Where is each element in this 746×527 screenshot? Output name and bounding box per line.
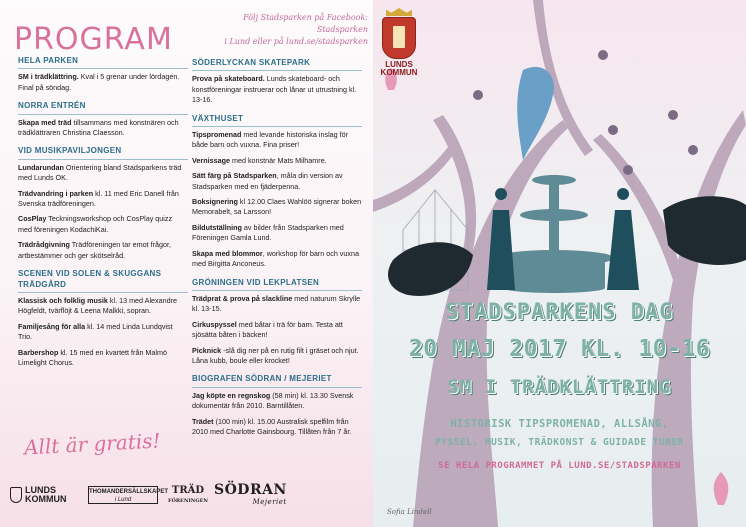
program-entry xyxy=(192,197,362,218)
cover-page xyxy=(373,0,746,527)
crown-icon xyxy=(386,8,412,16)
entry-text: -slå dig ner på en rutig filt i gräset och njut. Låna kubb, boule eller krocket! xyxy=(192,345,359,365)
program-entry xyxy=(18,214,188,235)
entry-text: kl. 11 med Eric Danell från Svenska trädföreningen. xyxy=(18,188,179,209)
program-entry xyxy=(18,240,188,261)
entry-title: SM i trädklättring. xyxy=(18,72,79,82)
program-entry xyxy=(192,346,362,367)
crest-icon xyxy=(382,17,416,59)
program-entry xyxy=(18,296,188,317)
entry-text: (100 min) kl. 15.00 Australisk spelfilm från 2010 med Charlotte Gainsbourg. Tillåten från 7 år. xyxy=(192,416,352,436)
entry-title: Trädet xyxy=(192,416,214,426)
program-entry xyxy=(18,322,188,343)
entry-title: Boksignering xyxy=(192,197,238,207)
entry-title: Barbershop xyxy=(18,347,59,357)
program-entry xyxy=(18,348,188,369)
program-entry xyxy=(18,189,188,210)
program-section xyxy=(18,146,188,261)
section-heading: NORRA ENTRÉN xyxy=(18,101,188,114)
program-entry xyxy=(18,163,188,184)
tradforeningen-logo: TRÄD FÖRENINGEN xyxy=(168,485,209,504)
program-entry xyxy=(192,391,362,412)
event-activities-1: HISTORISK TIPSPROMENAD, ALLSÅNG, xyxy=(450,418,669,430)
entry-title: Trädprat & prova på slackline xyxy=(192,293,293,303)
program-column-2 xyxy=(192,58,362,445)
section-heading: BIOGRAFEN SÖDRAN / MEJERIET xyxy=(192,374,362,387)
program-entry xyxy=(192,249,362,270)
section-heading: HELA PARKEN xyxy=(18,56,188,69)
entry-title: Bildutställning xyxy=(192,222,242,232)
program-section xyxy=(192,278,362,367)
event-title: STADSPARKENS DAG xyxy=(445,300,674,325)
program-entry xyxy=(192,171,362,192)
entry-title: Skapa med blommor xyxy=(192,248,263,258)
program-section xyxy=(192,374,362,437)
program-entry xyxy=(192,320,362,341)
section-heading: VÄXTHUSET xyxy=(192,114,362,127)
entry-text: Kval i 5 grenar under lördagen. Final på söndag. xyxy=(18,72,180,92)
program-entry xyxy=(192,223,362,244)
event-activities-2: PYSSEL, MUSIK, TRÄDKONST & GUIDADE TURER xyxy=(435,437,684,448)
entry-title: Skapa med träd xyxy=(18,117,72,127)
entry-text: tillsammans med konstnären och trädklättraren Christina Claesson. xyxy=(18,117,179,138)
entry-title: Trädrådgivning xyxy=(18,240,70,250)
facebook-note: Följ Stadsparken på Facebook: Stadsparken i Lund eller på lund.se/stadsparken xyxy=(224,13,368,46)
thomandersallskapet-logo: THOMANDERSÄLLSKAPET i Lund xyxy=(88,486,158,504)
entry-text: med naturum Skrylle kl. 13-15. xyxy=(192,293,361,314)
program-section xyxy=(192,58,362,106)
entry-title: Familjesång för alla xyxy=(18,321,86,331)
lund-shield-icon xyxy=(10,487,22,503)
entry-title: Prova på skateboard. xyxy=(192,74,265,84)
program-entry xyxy=(192,294,362,315)
entry-text: , workshop för barn och vuxna med Birgitta Anconeus. xyxy=(192,248,359,269)
entry-title: Cirkuspyssel xyxy=(192,319,237,329)
lunds-kommun-logo: LUNDS KOMMUN xyxy=(10,486,65,504)
event-date: 20 MAJ 2017 KL. 10-16 xyxy=(408,336,711,362)
entry-title: Jag köpte en regnskog xyxy=(192,390,271,400)
entry-title: Sätt färg på Stadsparken xyxy=(192,171,277,181)
entry-text: Lunds skateboard- och konstföreningar instruerar och lånar ut utrustning kl. 13-16. xyxy=(192,74,357,105)
entry-title: Lundarundan xyxy=(18,162,64,172)
section-heading: GRÖNINGEN VID LEKPLATSEN xyxy=(192,278,362,291)
entry-text: med levande historiska inslag för både barn och vuxna. Fina priser! xyxy=(192,130,349,150)
entry-title: Tipspromenad xyxy=(192,130,242,140)
page-title: PROGRAM xyxy=(14,22,173,57)
entry-text: kl. 13 med Alexandre Högfeldt, tvärflöjt & Leena Malkki, sopran. xyxy=(18,295,178,316)
entry-text: Teckningsworkshop och CosPlay quizz med föreningen KodachiKai. xyxy=(18,214,173,234)
program-column-1 xyxy=(18,56,188,376)
program-entry xyxy=(192,156,362,166)
lunds-kommun-crest: LUNDS KOMMUN xyxy=(379,8,419,78)
entry-title: Klassisk och folklig musik xyxy=(18,295,108,305)
program-section xyxy=(18,101,188,138)
program-entry xyxy=(192,417,362,438)
sponsor-logos xyxy=(10,480,370,520)
entry-text: Orientering bland Stadsparkens träd med Lunds OK. xyxy=(18,162,182,183)
program-entry xyxy=(192,130,362,151)
entry-text: av bilder från Stadsparken med Föreningen Gamla Lund. xyxy=(192,222,344,243)
program-entry xyxy=(18,118,188,139)
entry-text: kl 12.00 Claes Wahlöö signerar boken Memorabelt, sa Larsson! xyxy=(192,197,362,217)
program-section xyxy=(192,114,362,270)
entry-title: CosPlay xyxy=(18,214,47,224)
sodran-logo: SÖDRAN Mejeriet xyxy=(214,482,287,506)
section-heading: SCENEN VID SOLEN & SKUGGANS TRÄDGÅRD xyxy=(18,269,188,293)
free-note: Allt är gratis! xyxy=(23,428,162,460)
entry-text: med konstnär Mats Milhamre. xyxy=(229,155,327,165)
entry-text: Trädföreningen tar emot frågor, artbestämmer och ger skötselråd. xyxy=(18,240,172,260)
entry-text: (58 min) kl. 13.30 Svensk dokumentär från 2010. Barntillåten. xyxy=(192,390,354,411)
artist-signature: Sofia Lindell xyxy=(387,508,432,516)
program-link[interactable]: SE HELA PROGRAMMET PÅ LUND.SE/STADSPARKEN xyxy=(438,461,681,471)
entry-title: Picknick xyxy=(192,345,222,355)
entry-text: , måla din version av Stadsparken med en fjäderpenna. xyxy=(192,171,343,191)
program-entry xyxy=(192,74,362,105)
program-section xyxy=(18,56,188,93)
program-entry xyxy=(18,72,188,93)
section-heading: VID MUSIKPAVILJONGEN xyxy=(18,146,188,159)
event-highlight: SM I TRÄDKLÄTTRING xyxy=(447,376,672,398)
section-heading: SÖDERLYCKAN SKATEPARK xyxy=(192,58,362,71)
entry-text: kl. 15 med en kvartett från Malmö Limelight Chorus. xyxy=(18,347,167,367)
program-section xyxy=(18,269,188,368)
entry-title: Vernissage xyxy=(192,155,230,165)
entry-title: Trädvandring i parken xyxy=(18,188,94,198)
entry-text: med båtar i trä för barn. Testa att sjösätta båten i bäcken! xyxy=(192,319,343,340)
entry-text: kl. 14 med Linda Lundqvist Trio. xyxy=(18,321,173,342)
